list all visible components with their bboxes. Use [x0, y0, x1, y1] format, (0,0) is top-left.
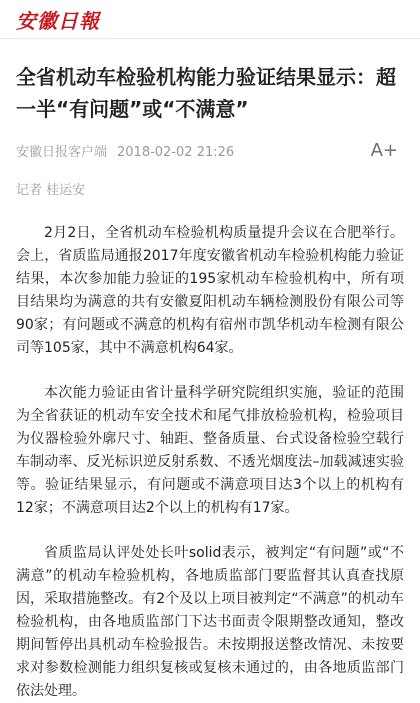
article-paragraph: 省质监局认评处处长叶solid表示，被判定“有问题”或“不满意”的机动车检验机构，各地质监部门要监督其认真查找原因，采取措施整改。有2个及以上项目被判定“不满意”的机动车检验机构，由各地质监部门下达书面责令限期整改通知，整改期间暂停出具机动车检验报告。未按期报送整改情况、未按要求对参数检测能力组织复核或复核未通过的，由各地质监部门依法处理。 — [16, 545, 404, 699]
article-body — [16, 222, 404, 703]
article-meta-row — [16, 137, 404, 163]
font-size-button[interactable]: A+ — [370, 139, 398, 161]
article-author: 记者 桂运安 — [16, 183, 86, 198]
app-logo[interactable]: 安徽日報 — [16, 8, 100, 33]
article-date: 2018-02-02 21:26 — [117, 144, 235, 160]
article-meta — [16, 141, 234, 160]
app-header — [0, 0, 420, 39]
article-title: 全省机动车检验机构能力验证结果显示：超一半“有问题”或“不满意” — [16, 65, 396, 121]
article-paragraph: 2月2日，全省机动车检验机构质量提升会议在合肥举行。会上，省质监局通报2017年度安徽省机动车检验机构能力验证结果，本次参加能力验证的195家机动车检验机构中，所有项目结果均为满意的共有安徽夏阳机动车辆检测股份有限公司等90家；有问题或不满意的机构有宿州市凯华机动车检测有限公司等105家，其中不满意机构64家。 — [16, 225, 404, 356]
article-source: 安徽日报客户端 — [16, 144, 108, 160]
article-paragraph: 本次能力验证由省计量科学研究院组织实施，验证的范围为全省获证的机动车安全技术和尾气排放检验机构，检验项目为仪器检验外廓尺寸、轴距、整备质量、台式设备检验空载行车制动率、反光标识逆反射系数、不透光烟度法–加载减速实验等。验证结果显示，有问题或不满意项目达3个以上的机构有12家；不满意项目达2个以上的机构有17家。 — [16, 385, 404, 516]
